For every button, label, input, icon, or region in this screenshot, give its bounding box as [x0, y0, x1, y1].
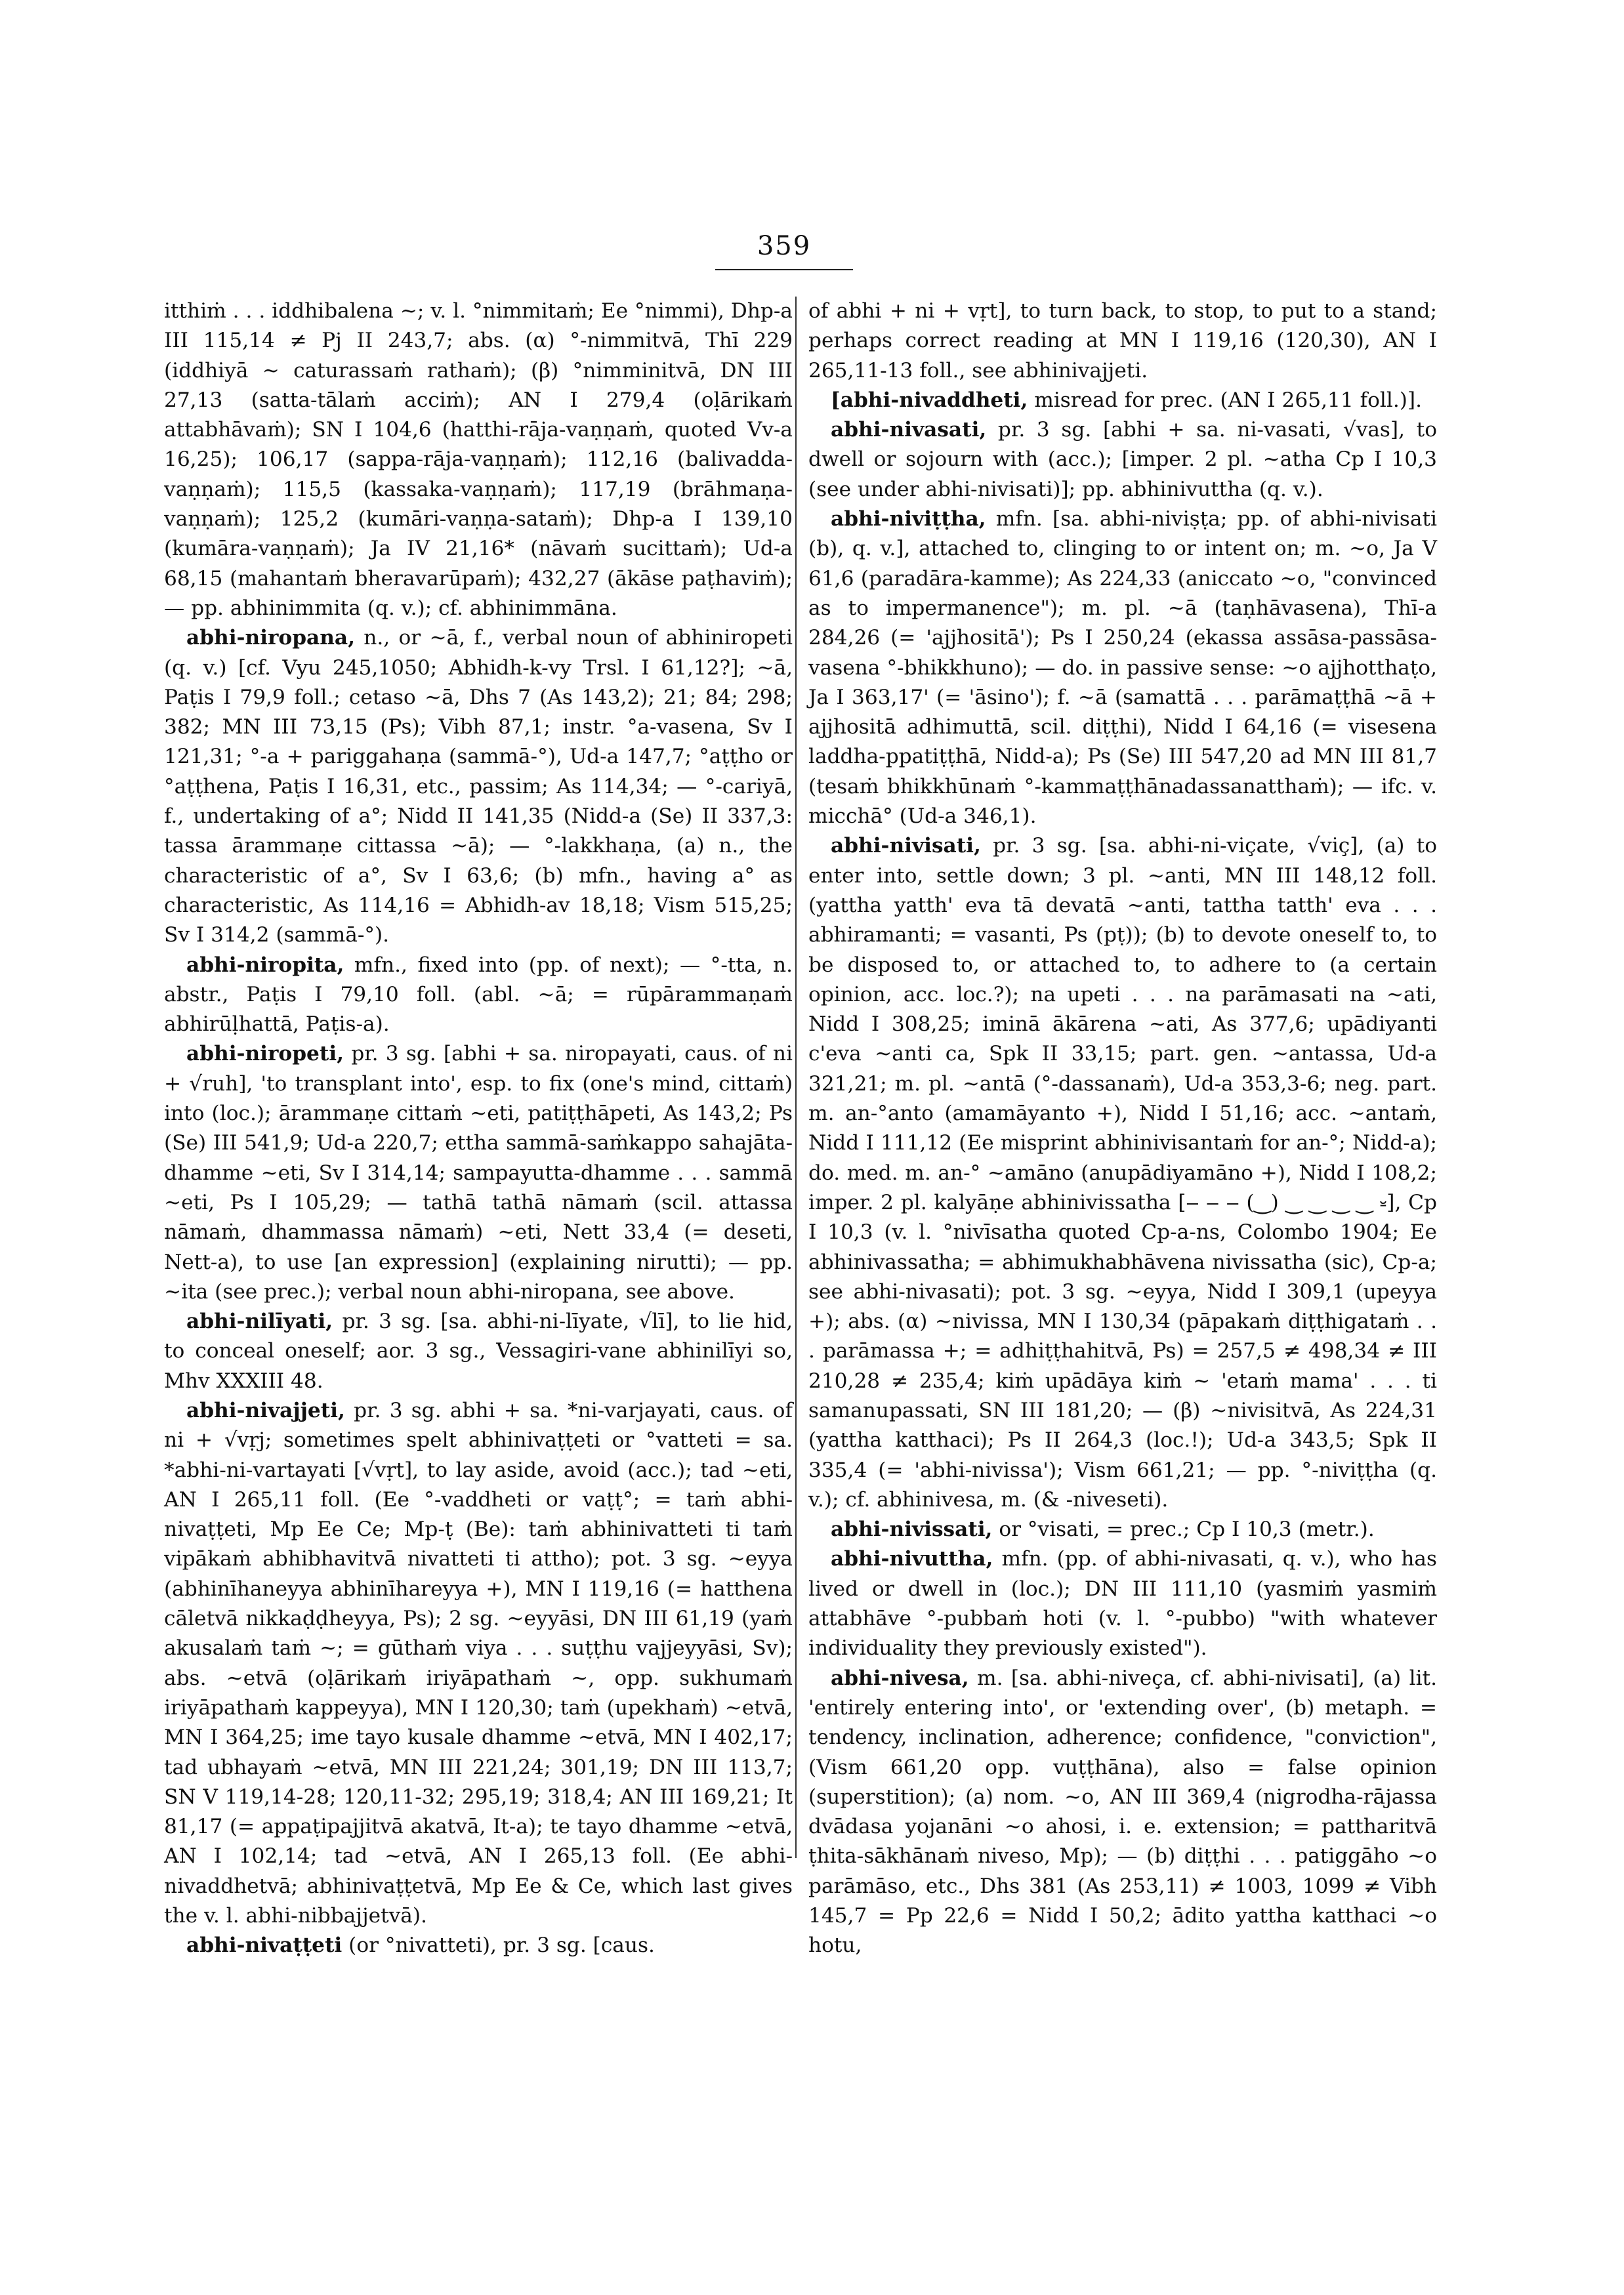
dictionary-entry [808, 415, 1437, 505]
dictionary-entry [164, 1396, 793, 1931]
entry-text: mfn. (pp. of abhi-nivasati, q. v.), who has lived or dwell in (loc.); DN III 111,10 (yasmiṁ yasmiṁ attabhāve °-pubbaṁ hoti (v. l. °-pubbo) "with whatever individuality they previously existed"). [808, 1547, 1437, 1661]
entry-headword: abhi-nivesa, [831, 1666, 969, 1690]
dictionary-entry [808, 831, 1437, 1515]
entry-text: or °visati, = prec.; Cp I 10,3 (metr.). [992, 1518, 1375, 1542]
dictionary-entry [164, 623, 793, 950]
entry-headword: [abhi-nivaddheti, [831, 388, 1028, 412]
right-column [808, 297, 1437, 1961]
entry-text: (or °nivatteti), pr. 3 sg. [caus. [342, 1933, 655, 1958]
column-divider [795, 297, 797, 1858]
entry-text: m. [sa. abhi-niveça, cf. abhi-nivisati], (a) lit. 'entirely entering into', or 'extending over', (b) metaph. = tendency, inclination, adherence; confidence, "conviction", (Vism 661,20 opp. vuṭṭhāna), also = false opinion (superstition); (a) nom. ~o, AN III 369,4 (nigrodha-rājassa dvādasa yojanāni ~o ahosi, i. e. extension; = pattharitvā ṭhita-sākhānaṁ niveso, Mp); — (b) diṭṭhi . . . patiggāho ~o parāmāso, etc., Dhs 381 (As 253,11) ≠ 1003, 1099 ≠ Vibh 145,7 = Pp 22,6 = Nidd I 50,2; ādito yattha katthaci ~o hotu, [808, 1666, 1437, 1958]
entry-headword: abhi-niropana, [186, 626, 355, 650]
entry-headword: abhi-nivasati, [831, 418, 987, 442]
page-number: 359 [757, 231, 812, 261]
entry-text: mfn. [sa. abhi-niviṣṭa; pp. of abhi-nivisati (b), q. v.], attached to, clinging to or intent on; m. ~o, Ja V 61,6 (paradāra-kamme); As 224,33 (aniccato ~o, "convinced as to impermanence"); m. pl. ~ā (taṇhāvasena), Thī-a 284,26 (= 'ajjhositā'); Ps I 250,24 (ekassa assāsa-passāsa-vasena °-bhikkhuno); — do. in passive sense: ~o ajjhotthaṭo, Ja I 363,17' (= 'āsino'); f. ~ā (samattā . . . parāmaṭṭhā ~ā + ajjhositā adhimuttā, scil. diṭṭhi), Nidd I 64,16 (= visesena laddha-ppatiṭṭhā, Nidd-a); Ps (Se) III 547,20 ad MN III 81,7 (tesaṁ bhikkhūnaṁ °-kammaṭṭhānadassanatthaṁ); — ifc. v. micchā° (Ud-a 346,1). [808, 507, 1437, 829]
header-rule [715, 269, 853, 270]
entry-text: misread for prec. (AN I 265,11 foll.)]. [1028, 388, 1423, 412]
dictionary-entry [164, 1931, 793, 1960]
entry-headword: abhi-nivuttha, [831, 1547, 993, 1571]
dictionary-entry [808, 1664, 1437, 1961]
left-column [164, 297, 793, 1961]
entry-text: mfn., fixed into (pp. of next); — °-tta, n. abstr., Paṭis I 79,10 foll. (abl. ~ā; = rūpārammaṇaṁ abhirūḷhattā, Paṭis-a). [164, 953, 793, 1037]
dictionary-entry [808, 505, 1437, 831]
entry-headword: abhi-nivissati, [831, 1518, 993, 1542]
entry-text: pr. 3 sg. [abhi + sa. ni-vasati, √vas], to dwell or sojourn with (acc.); [imper. 2 pl. ~atha Cp I 10,3 (see under abhi-nivisati)]; pp. abhinivuttha (q. v.). [808, 418, 1437, 501]
entry-text: pr. 3 sg. abhi + sa. *ni-varjayati, caus. of ni + √vṛj; sometimes spelt abhinivaṭṭeti or °vatteti = sa. *abhi-ni-vartayati [√vṛt], to lay aside, avoid (acc.); tad ~eti, AN I 265,11 foll. (Ee °-vaddheti or vaṭṭ°; = taṁ abhi-nivaṭṭeti, Mp Ee Ce; Mp-ṭ (Be): taṁ abhinivatteti ti taṁ vipākaṁ abhibhavitvā nivatteti ti attho); pot. 3 sg. ~eyya (abhinīhaneyya abhinīhareyya +), MN I 119,16 (= hatthena cāletvā nikkaḍḍheyya, Ps); 2 sg. ~eyyāsi, DN III 61,19 (yaṁ akusalaṁ taṁ ~; = gūthaṁ viya . . . suṭṭhu vajjeyyāsi, Sv); abs. ~etvā (oḷārikaṁ iriyāpathaṁ ~, opp. sukhumaṁ iriyāpathaṁ kappeyya), MN I 120,30; taṁ (upekhaṁ) ~etvā, MN I 364,25; ime tayo kusale dhamme ~etvā, MN I 402,17; tad ubhayaṁ ~etvā, MN III 221,24; 301,19; DN III 113,7; SN V 119,14-28; 120,11-32; 295,19; 318,4; AN III 169,21; It 81,17 (= appaṭipajjitvā akatvā, It-a); te tayo dhamme ~etvā, AN I 102,14; tad ~etvā, AN I 265,13 foll. (Ee abhi-nivaddhetvā; abhinivaṭṭetvā, Mp Ee & Ce, which last gives the v. l. abhi-nibbajjetvā). [164, 1398, 793, 1928]
entry-text: pr. 3 sg. [sa. abhi-ni-viçate, √viç], (a) to enter into, settle down; 3 pl. ~anti, MN III 148,12 foll. (yattha yatth' eva tā devatā ~anti, tattha tatth' eva . . . abhiramanti; = vasanti, Ps (pṭ)); (b) to devote oneself to, to be disposed to, or attached to, to adhere to (a certain opinion, acc. loc.?); na upeti . . . na parāmasati na ~ati, Nidd I 308,25; iminā ākārena ~ati, As 377,6; upādiyanti c'eva ~anti ca, Spk II 33,15; part. gen. ~antassa, Ud-a 321,21; m. pl. ~antā (°-dassanaṁ), Ud-a 353,3-6; neg. part. m. an-°anto (amamāyanto +), Nidd I 51,16; acc. ~antaṁ, Nidd I 111,12 (Ee misprint abhinivisantaṁ for an-°; Nidd-a); do. med. m. an-° ~amāno (anupādiyamāno +), Nidd I 108,2; imper. 2 pl. kalyāṇe abhinivissatha [‒ ‒ ‒ (‿) ‿ ‿ ‿ ‿ ⏓], Cp I 10,3 (v. l. °nivīsatha quoted Cp-a-ns, Colombo 1904; Ee abhinivassatha; = abhimukhabhāvena nivissatha (sic), Cp-a; see abhi-nivasati); pot. 3 sg. ~eyya, Nidd I 309,1 (upeyya +); abs. (α) ~nivissa, MN I 130,34 (pāpakaṁ diṭṭhigataṁ . . . parāmassa +; = adhiṭṭhahitvā, Ps) = 257,5 ≠ 498,34 ≠ III 210,28 ≠ 235,4; kiṁ upādāya kiṁ ~ 'etaṁ mama' . . . ti samanupassati, SN III 181,20; — (β) ~nivisitvā, As 224,31 (yattha katthaci); Ps II 264,3 (loc.!); Ud-a 343,5; Spk II 335,4 (= 'abhi-nivissa'); Vism 661,21; — pp. °-niviṭṭha (q. v.); cf. abhinivesa, m. (& -niveseti). [808, 834, 1437, 1512]
entry-text: pr. 3 sg. [abhi + sa. niropayati, caus. of ni + √ruh], 'to transplant into', esp. to fix (one's mind, cittaṁ) into (loc.); ārammaṇe cittaṁ ~eti, patiṭṭhāpeti, As 143,2; Ps (Se) III 541,9; Ud-a 220,7; ettha sammā-saṁkappo sahajāta-dhamme ~eti, Sv I 314,14; sampayutta-dhamme . . . sammā ~eti, Ps I 105,29; — tathā tathā nāmaṁ (scil. attassa nāmaṁ, dhammassa nāmaṁ) ~eti, Nett 33,4 (= deseti, Nett-a), to use [an expression] (explaining nirutti); — pp. ~ita (see prec.); verbal noun abhi-niropana, see above. [164, 1042, 793, 1304]
dictionary-entry [808, 1515, 1437, 1544]
dictionary-entry [164, 1307, 793, 1396]
entry-headword: abhi-nivisati, [831, 834, 981, 858]
entry-headword: abhi-nivaṭṭeti [186, 1933, 343, 1958]
dictionary-entry [808, 1544, 1437, 1663]
entry-text: itthiṁ . . . iddhibalena ~; v. l. °nimmitaṁ; Ee °nimmi), Dhp-a III 115,14 ≠ Pj II 243,7; abs. (α) °-nimmitvā, Thī 229 (iddhiyā ~ caturassaṁ rathaṁ); (β) °nimminitvā, DN III 27,13 (satta-tālaṁ acciṁ); AN I 279,4 (oḷārikaṁ attabhāvaṁ); SN I 104,6 (hatthi-rāja-vaṇṇaṁ, quoted Vv-a 16,25); 106,17 (sappa-rāja-vaṇṇaṁ); 112,16 (balivadda-vaṇṇaṁ); 115,5 (kassaka-vaṇṇaṁ); 117,19 (brāhmaṇa-vaṇṇaṁ); 125,2 (kumāri-vaṇṇa-sataṁ); Dhp-a I 139,10 (kumāra-vaṇṇaṁ); Ja IV 21,16* (nāvaṁ sucittaṁ); Ud-a 68,15 (mahantaṁ bheravarūpaṁ); 432,27 (ākāse paṭhaviṁ); — pp. abhinimmita (q. v.); cf. abhinimmāna. [164, 299, 793, 620]
dictionary-entry [164, 1039, 793, 1307]
entry-headword: abhi-nivajjeti, [186, 1398, 345, 1422]
entry-text: n., or ~ā, f., verbal noun of abhiniropeti (q. v.) [cf. Vyu 245,1050; Abhidh-k-vy Trsl. I 61,12?]; ~ā, Paṭis I 79,9 foll.; cetaso ~ā, Dhs 7 (As 143,2); 21; 84; 298; 382; MN III 73,15 (Ps); Vibh 87,1; instr. °a-vasena, Sv I 121,31; °-a + pariggahaṇa (sammā-°), Ud-a 147,7; °aṭṭho or °aṭṭhena, Paṭis I 16,31, etc., passim; As 114,34; — °-cariyā, f., undertaking of a°; Nidd II 141,35 (Nidd-a (Se) II 337,3: tassa ārammaṇe cittassa ~ā); — °-lakkhaṇa, (a) n., the characteristic of a°, Sv I 63,6; (b) mfn., having a° as characteristic, As 114,16 = Abhidh-av 18,18; Vism 515,25; Sv I 314,2 (sammā-°). [164, 626, 793, 947]
entry-text: pr. 3 sg. [sa. abhi-ni-līyate, √lī], to lie hid, to conceal oneself; aor. 3 sg., Vessagiri-vane abhinilīyi so, Mhv XXXIII 48. [164, 1310, 793, 1393]
entry-headword: abhi-nilīyati, [186, 1310, 333, 1334]
entry-text: of abhi + ni + vṛt], to turn back, to stop, to put to a stand; perhaps correct reading at MN I 119,16 (120,30), AN I 265,11-13 foll., see abhinivajjeti. [808, 299, 1437, 382]
dictionary-entry [164, 951, 793, 1040]
entry-continuation [808, 297, 1437, 386]
dictionary-entry [808, 386, 1437, 415]
entry-headword: abhi-niviṭṭha, [831, 507, 986, 531]
entry-headword: abhi-niropita, [186, 953, 344, 977]
entry-continuation [164, 297, 793, 623]
entry-headword: abhi-niropeti, [186, 1042, 344, 1066]
